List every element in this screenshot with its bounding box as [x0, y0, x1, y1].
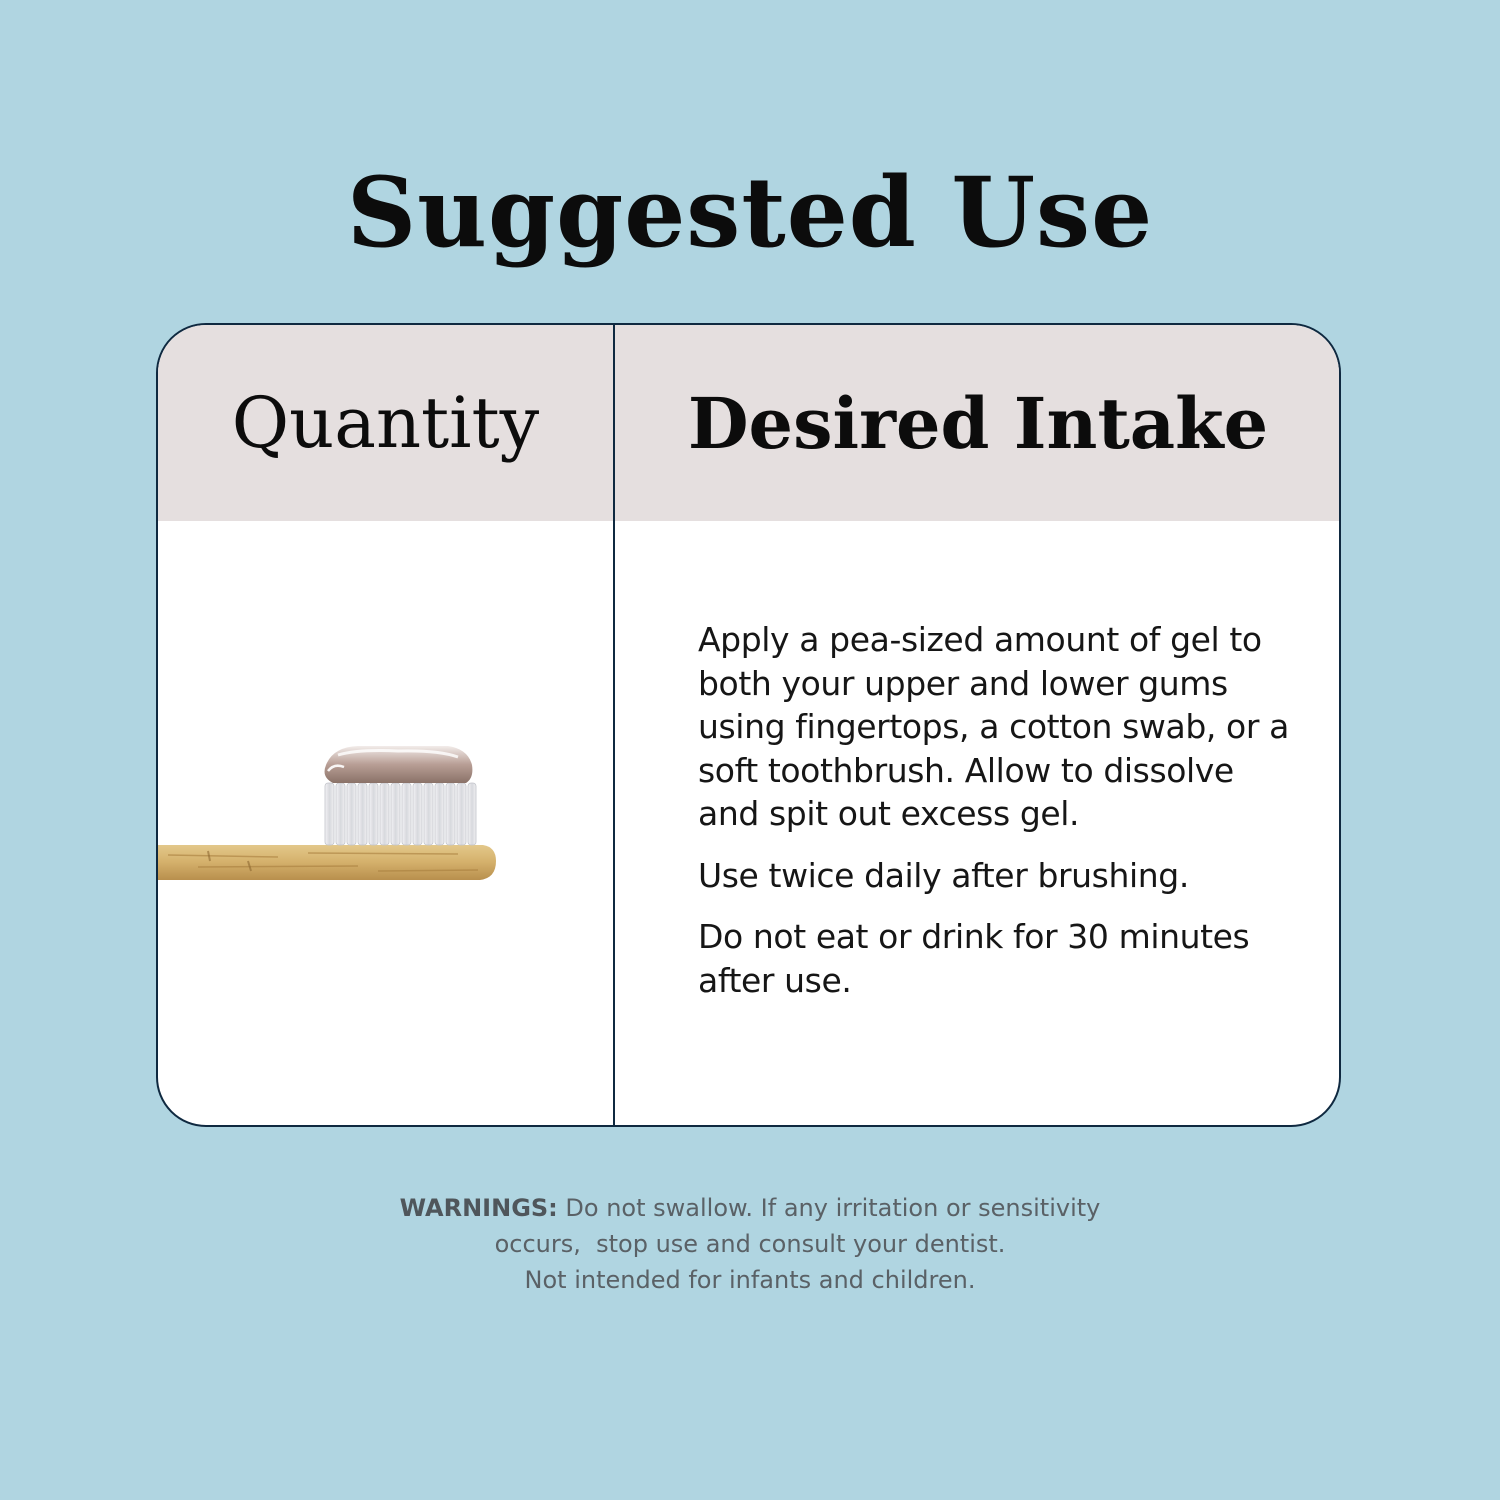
intake-paragraph-application: Apply a pea-sized amount of gel to both your upper and lower gums using fingertops, a cotton swab, or a soft toothbrush. Allow to dissolve and spit out excess gel.	[698, 620, 1289, 833]
intake-paragraph-restriction: Do not eat or drink for 30 minutes after use.	[698, 917, 1250, 1000]
toothbrush-with-gel-icon	[158, 743, 498, 888]
quantity-header: Quantity	[231, 382, 540, 464]
desired-intake-header: Desired Intake	[687, 381, 1269, 465]
suggested-use-table	[156, 323, 1341, 1127]
warnings-label: WARNINGS:	[399, 1194, 558, 1222]
warnings-line-1-text: Do not swallow. If any irritation or sensitivity	[557, 1194, 1101, 1222]
column-divider	[613, 325, 615, 1125]
warnings-line-1	[0, 1190, 1500, 1226]
intake-paragraph-frequency: Use twice daily after brushing.	[698, 855, 1189, 895]
warnings-block	[0, 1190, 1500, 1298]
desired-intake-text	[698, 618, 1298, 1020]
page-title: Suggested Use	[346, 156, 1154, 269]
warnings-line-2: occurs, stop use and consult your dentist.	[494, 1230, 1006, 1258]
warnings-line-3: Not intended for infants and children.	[524, 1266, 976, 1294]
